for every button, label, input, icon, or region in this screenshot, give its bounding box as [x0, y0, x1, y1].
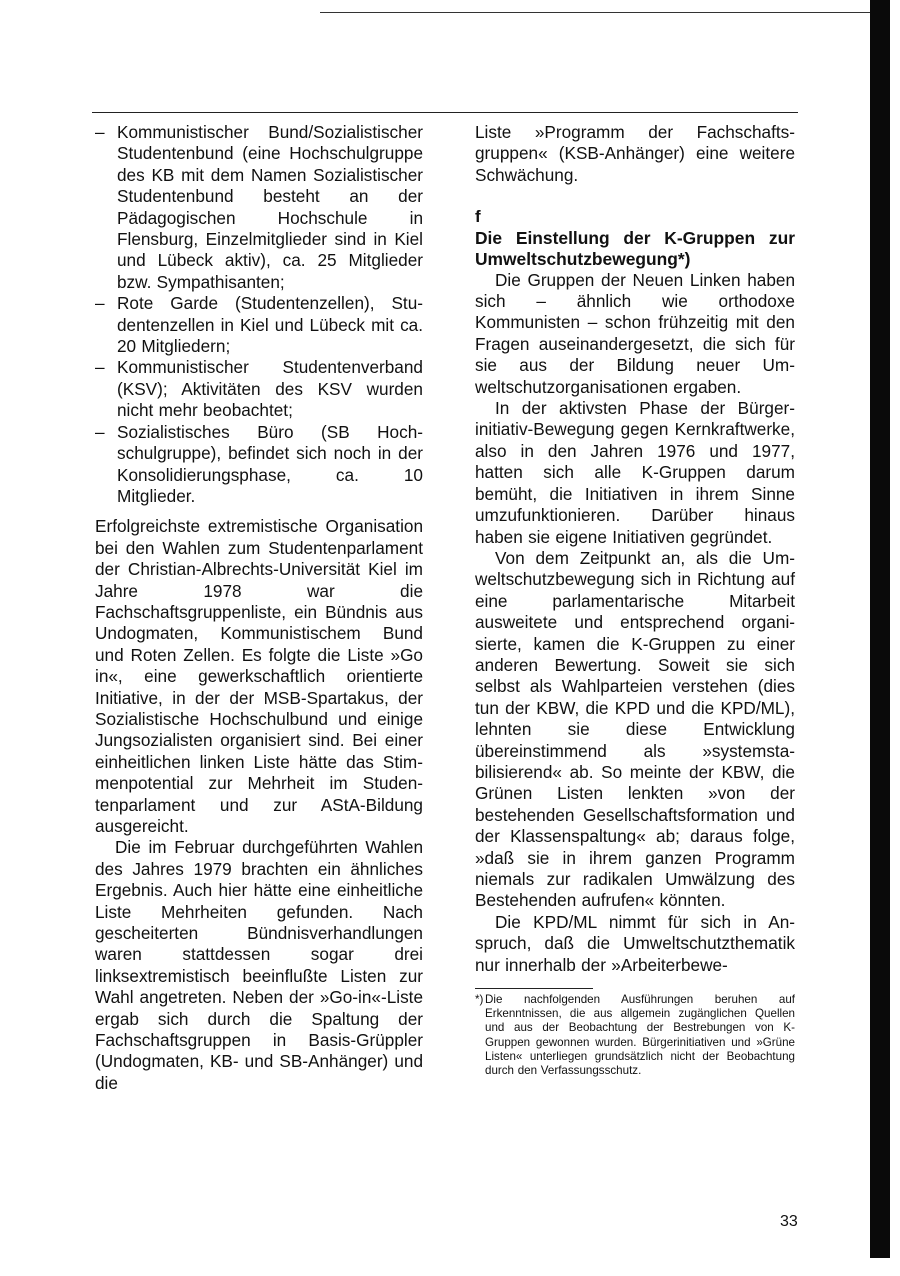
section-heading: Die Einstellung der K-Gruppen zur Umweltschutzbewegung*)	[475, 227, 795, 269]
list-item-text: Rote Garde (Studentenzellen), Studentenzellen in Kiel und Lübeck mit ca. 20 Mitgliedern;	[117, 293, 423, 357]
footnote-mark: *)	[475, 993, 484, 1007]
footnote-text: Die nachfolgenden Ausführungen beruhen auf Erkenntnissen, die aus allgemein zugänglichen Quellen und aus der Beobachtung der Bestrebungen von K-Gruppen gewonnen wurden. Bürgerinitiativen und »Grüne Listen« unterliegen grundsätzlich nicht der Beobachtung durch den Verfassungsschutz.	[485, 993, 795, 1078]
list-item-text: Sozialistisches Büro (SB Hochschulgruppe), befindet sich noch in der Konsolidierungsphase, ca. 10 Mitglieder.	[117, 421, 423, 506]
organization-list	[95, 122, 423, 507]
list-item	[95, 122, 423, 293]
right-column	[475, 122, 795, 1078]
dash-bullet: –	[95, 421, 105, 442]
dash-bullet: –	[95, 293, 105, 314]
list-item	[95, 422, 423, 508]
paragraph-new-left: Die Gruppen der Neuen Linken haben sich – ähnlich wie orthodoxe Kommunisten – schon frühzeitig mit den Fragen auseinandergesetzt, die sich für sie aus der Bildung neuer Umweltschutzorganisationen ergaben.	[475, 269, 795, 397]
paragraph-election-1979: Die im Februar durchgeführten Wahlen des Jahres 1979 brachten ein ähnliches Ergebnis. Auch hier hätte eine einheitliche Liste Mehrheiten gefunden. Nach gescheiterten Bündnisverhandlungen waren stattdessen sogar drei linksextremistisch beeinflußte Listen zur Wahl angetreten. Neben der »Go-in«-Liste ergab sich durch die Spaltung der Fachschaftsgruppen in Basis-Grüppler (Undogmaten, KB- und SB-Anhänger) und die	[95, 837, 423, 1093]
top-rule	[320, 12, 872, 13]
page-number: 33	[780, 1213, 798, 1230]
list-item	[95, 357, 423, 421]
dash-bullet: –	[95, 122, 105, 142]
list-item-text: Kommunistischer Studentenverband (KSV); Aktivitäten des KSV wurden nicht mehr beobachtet;	[117, 357, 423, 421]
paragraph-election-1978: Erfolgreichste extremistische Organisation bei den Wahlen zum Studentenparlament der Christian-Albrechts-Universität Kiel im Jahre 1978 war die Fachschaftsgruppenliste, ein Bündnis aus Undogmaten, Kommunistischem Bund und Roten Zellen. Es folgte die Liste »Go in«, eine gewerkschaftlich orientierte Initiative, in der der MSB-Spartakus, der Sozialistische Hochschulbund und einige Jungsozialisten organisiert sind. Bei einer einheitlichen linken Liste hätte das Stimmenpotential zur Mehrheit im Studentenparlament und zur AStA-Bildung ausgereicht.	[95, 516, 423, 836]
paragraph-parliamentary: Von dem Zeitpunkt an, als die Umweltschutzbewegung sich in Richtung auf eine parlamentarische Mitarbeit ausweitete und entsprechend organisierte, kamen die K-Gruppen zu einer anderen Bewertung. Soweit sie sich selbst als Wahlparteien verstehen (dies tun der KBW, die KPD und die KPD/ML), lehnten sie diese Entwicklung übereinstimmend als »systemstabilisierend« ab. So meinte der KBW, die Grünen Listen lenkten »von der bestehenden Gesellschaftsformation und der Klassenspaltung« ab; daraus folge, »daß sie in ihrem ganzen Programm niemals zur radikalen Umwälzung des Bestehenden aufrufen« könnten.	[475, 547, 795, 911]
list-item-text: Kommunistischer Bund/Sozialistischer Studentenbund (eine Hochschulgruppe des KB mit dem Namen Sozialistischer Studentenbund besteht an der Pädagogischen Hochschule in Flensburg, Einzelmitglieder sind in Kiel und Lübeck aktiv), ca. 25 Mitglieder bzw. Sympathisanten;	[117, 122, 423, 292]
paragraph-continuation: Liste »Programm der Fachschaftsgruppen« (KSB-Anhänger) eine weitere Schwächung.	[475, 122, 795, 185]
left-column	[95, 122, 423, 1094]
header-rule	[92, 112, 798, 113]
section-letter: f	[475, 207, 481, 227]
footnote-rule	[475, 988, 593, 989]
scan-edge-bar	[870, 0, 890, 1258]
dash-bullet: –	[95, 357, 105, 378]
list-item	[95, 293, 423, 357]
footnote	[475, 993, 795, 1078]
paragraph-active-phase: In der aktivsten Phase der Bürgerinitiativ-Bewegung gegen Kernkraftwerke, also in den Jahren 1976 und 1977, hatten sich alle K-Gruppen darum bemüht, die Initiativen in ihrem Sinne umzufunktionieren. Darüber hinaus haben sie eigene Initiativen gegründet.	[475, 398, 795, 547]
paragraph-kpd-ml: Die KPD/ML nimmt für sich in Anspruch, daß die Umweltschutzthematik nur innerhalb der »Arbeiterbewe-	[475, 911, 795, 975]
